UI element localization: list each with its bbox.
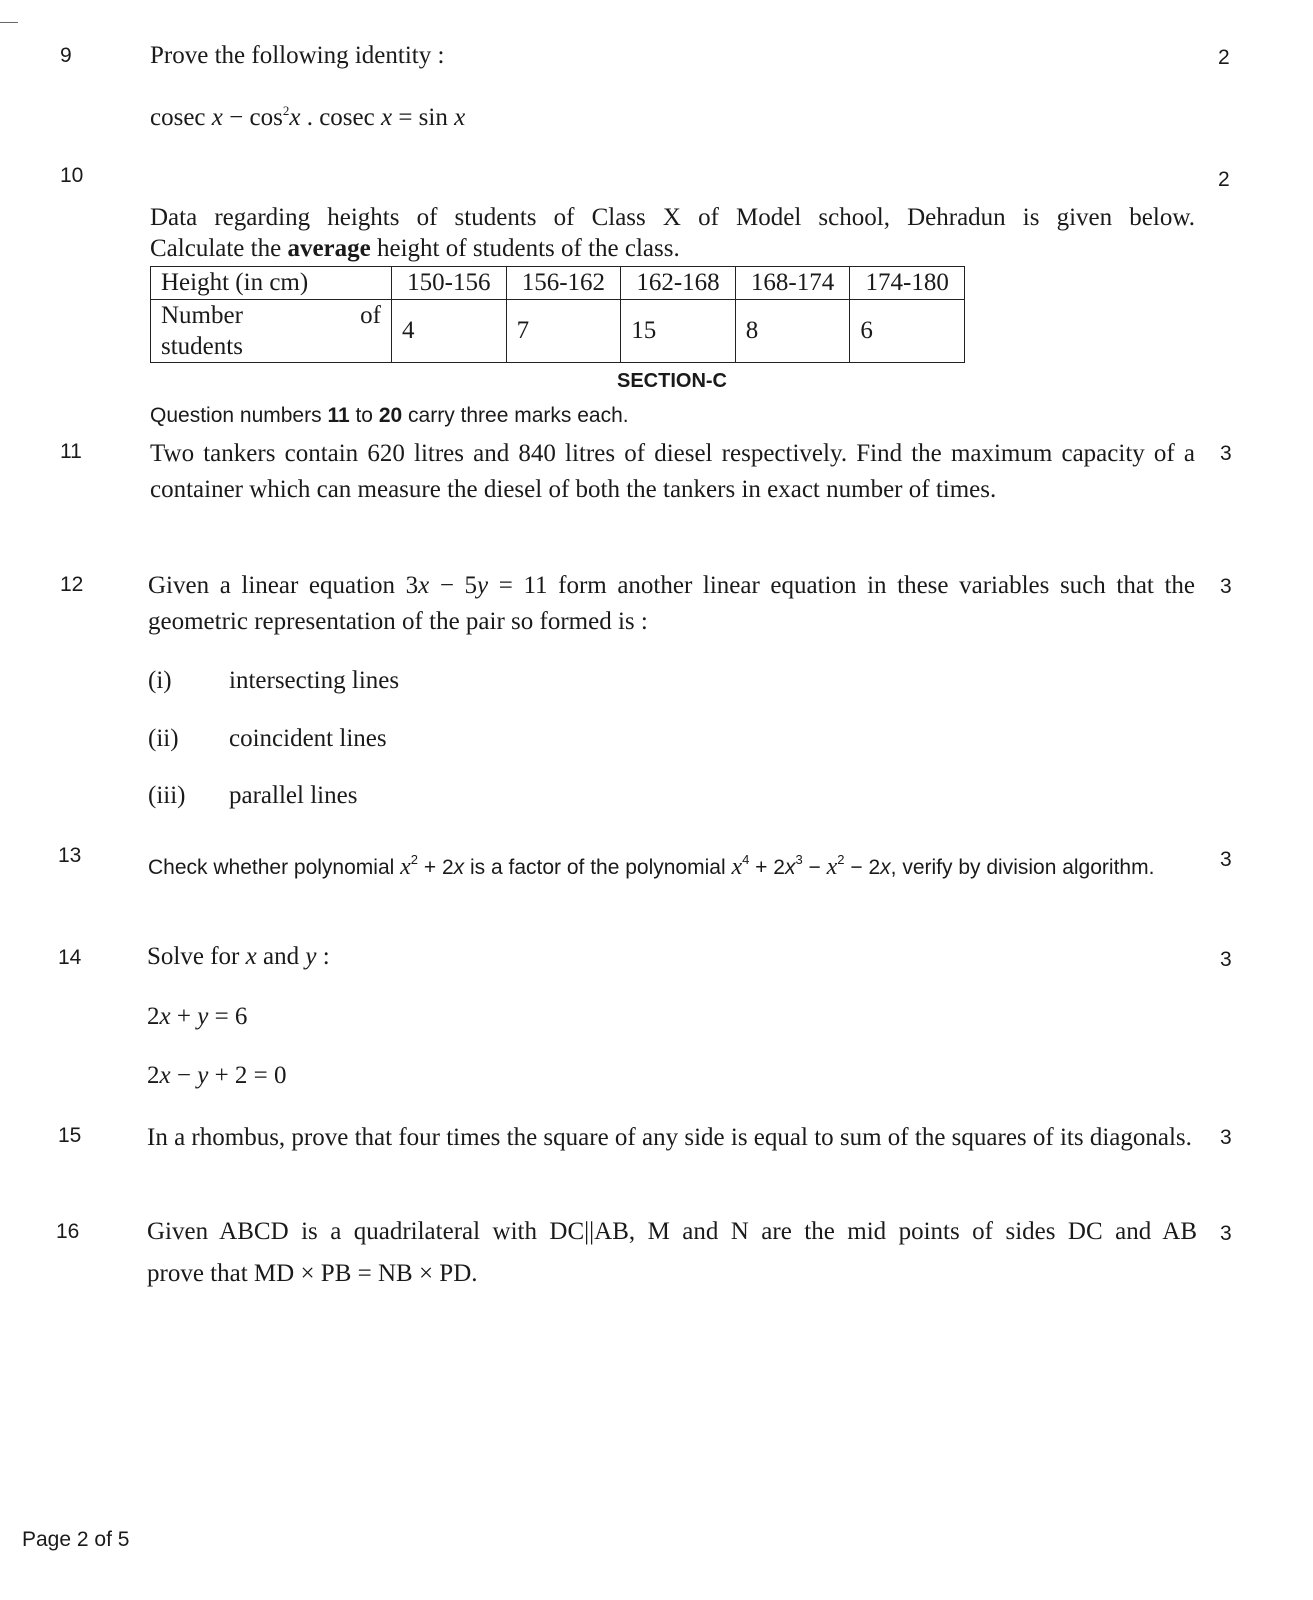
- table-cell: 156-162: [506, 267, 621, 300]
- table-cell: 4: [392, 300, 507, 363]
- question-text: Data regarding heights of students of Class X of Model school, Dehradun is given below.: [150, 204, 1195, 231]
- option-label: (ii): [148, 725, 179, 752]
- question-text: Two tankers contain 620 litres and 840 litres of diesel respectively. Find the maximum capacity of a container which can measure the diesel of both the tankers in exact number of times.: [150, 440, 1195, 503]
- question-text: Check whether polynomial $x^2 + 2x$ is a factor of the polynomial $x^4 + 2x^3 - x^2 - 2x$, verify by division algorithm.: [148, 852, 1155, 880]
- question-number: 12: [60, 573, 84, 596]
- equation-1: 2x + y = 6: [147, 1003, 248, 1030]
- table-cell: 8: [735, 300, 850, 363]
- section-title: SECTION-C: [617, 370, 727, 392]
- question-number: 16: [56, 1220, 80, 1243]
- table-cell: Number of students: [151, 300, 392, 363]
- question-marks: 2: [1218, 168, 1230, 191]
- identity-equation: cosec $x - \cos^2x$ . cosec x = sin x: [150, 103, 466, 131]
- option-label: (iii): [148, 782, 186, 809]
- question-number: 15: [58, 1124, 82, 1147]
- question-number: 14: [58, 946, 82, 969]
- table-cell: 174-180: [850, 267, 965, 300]
- table-row: [151, 267, 965, 300]
- question-text: Prove the following identity :: [150, 42, 445, 69]
- question-marks: 3: [1220, 848, 1232, 871]
- table-cell: 162-168: [621, 267, 736, 300]
- question-marks: 3: [1220, 442, 1232, 465]
- question-number: 9: [60, 44, 72, 67]
- question-marks: 3: [1220, 948, 1232, 971]
- question-text: Solve for x and y :: [147, 943, 330, 970]
- table-cell: Height (in cm): [151, 267, 392, 300]
- section-instructions: Question numbers 11 to 20 carry three marks each.: [150, 404, 629, 427]
- question-marks: 2: [1218, 46, 1230, 69]
- question-text-line2: prove that MD × PB = NB × PD.: [147, 1260, 478, 1287]
- question-marks: 3: [1220, 1222, 1232, 1245]
- option-text: parallel lines: [229, 782, 358, 809]
- question-text: Given a linear equation 3x − 5y = 11 form another linear equation in these variables such that the geometric representation of the pair so formed is :: [148, 572, 1196, 635]
- table-cell: 150-156: [392, 267, 507, 300]
- question-number: 10: [60, 164, 84, 187]
- table-cell: 15: [621, 300, 736, 363]
- option-label: (i): [148, 667, 172, 694]
- table-cell: 168-174: [735, 267, 850, 300]
- option-text: coincident lines: [229, 725, 387, 752]
- question-marks: 3: [1220, 575, 1232, 598]
- option-text: intersecting lines: [229, 667, 400, 694]
- question-number: 11: [60, 440, 82, 463]
- table-cell: 6: [850, 300, 965, 363]
- scan-mark: [0, 22, 18, 23]
- equation-2: 2x − y + 2 = 0: [147, 1062, 287, 1089]
- question-marks: 3: [1220, 1126, 1232, 1149]
- table-row: [151, 300, 965, 363]
- question-text: Given ABCD is a quadrilateral with DC||AB, M and N are the mid points of sides DC and AB: [147, 1218, 1197, 1245]
- heights-table: [150, 266, 965, 363]
- question-text: In a rhombus, prove that four times the square of any side is equal to sum of the squares of its diagonals.: [147, 1124, 1192, 1151]
- question-text-line2: Calculate the average height of students of the class.: [150, 235, 680, 262]
- table-cell: 7: [506, 300, 621, 363]
- question-number: 13: [58, 844, 82, 867]
- page-number: Page 2 of 5: [22, 1528, 130, 1551]
